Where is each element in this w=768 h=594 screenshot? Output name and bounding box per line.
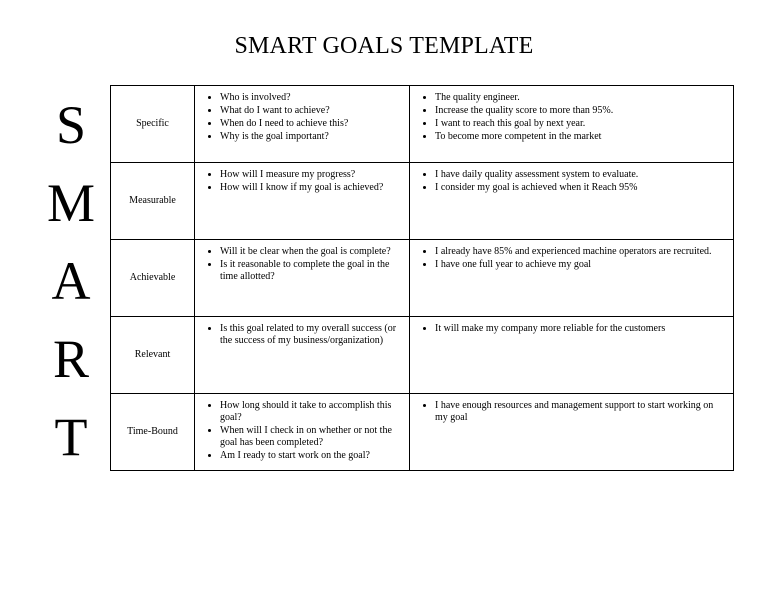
smart-goals-table — [110, 85, 734, 471]
answer-list — [410, 322, 727, 335]
table-row — [111, 240, 734, 317]
table-row — [111, 394, 734, 471]
letter-m: M — [46, 173, 95, 233]
question-item: • How will I know if my goal is achieved? — [220, 181, 403, 194]
question-list — [195, 91, 403, 143]
answer-list — [410, 245, 727, 271]
letter-s: S — [55, 95, 87, 155]
question-item: • When will I check in on whether or not the goal has been completed? — [220, 424, 403, 449]
questions-cell — [195, 240, 410, 317]
question-item: • Will it be clear when the goal is complete? — [220, 245, 403, 258]
answer-item: • Increase the quality score to more than 95%. — [435, 104, 727, 117]
answer-item: • I consider my goal is achieved when it Reach 95% — [435, 181, 727, 194]
answers-cell — [410, 394, 734, 471]
questions-cell — [195, 163, 410, 240]
question-item: • Who is involved? — [220, 91, 403, 104]
category-cell: Time-Bound — [111, 394, 195, 471]
answer-item: • The quality engineer. — [435, 91, 727, 104]
answer-item: • It will make my company more reliable for the customers — [435, 322, 727, 335]
question-list — [195, 168, 403, 194]
answers-cell — [410, 86, 734, 163]
page-title: SMART GOALS TEMPLATE — [234, 33, 534, 59]
table-row — [111, 86, 734, 163]
questions-cell — [195, 394, 410, 471]
smart-letters-column — [40, 86, 102, 476]
question-list — [195, 399, 403, 462]
question-item: • Am I ready to start work on the goal? — [220, 449, 403, 462]
table-row — [111, 317, 734, 394]
question-item: • How long should it take to accomplish this goal? — [220, 399, 403, 424]
letter-r: R — [52, 329, 90, 389]
letter-a: A — [51, 251, 91, 311]
category-cell: Relevant — [111, 317, 195, 394]
question-item: • What do I want to achieve? — [220, 104, 403, 117]
question-list — [195, 245, 403, 283]
answers-cell — [410, 240, 734, 317]
answer-item: • I want to reach this goal by next year. — [435, 117, 727, 130]
category-cell: Achievable — [111, 240, 195, 317]
answer-list — [410, 168, 727, 194]
question-item: • When do I need to achieve this? — [220, 117, 403, 130]
category-cell: Measurable — [111, 163, 195, 240]
answer-item: • I have enough resources and management support to start working on my goal — [435, 399, 727, 424]
answer-item: • I have daily quality assessment system to evaluate. — [435, 168, 727, 181]
answer-item: • To become more competent in the market — [435, 130, 727, 143]
questions-cell — [195, 86, 410, 163]
question-item: • Is it reasonable to complete the goal in the time allotted? — [220, 258, 403, 283]
answer-list — [410, 399, 727, 424]
letter-t: T — [54, 407, 88, 467]
category-cell: Specific — [111, 86, 195, 163]
answers-cell — [410, 163, 734, 240]
answer-item: • I have one full year to achieve my goal — [435, 258, 727, 271]
question-item: • Is this goal related to my overall success (or the success of my business/organization) — [220, 322, 403, 347]
answer-item: • I already have 85% and experienced machine operators are recruited. — [435, 245, 727, 258]
question-item: • Why is the goal important? — [220, 130, 403, 143]
question-list — [195, 322, 403, 347]
answers-cell — [410, 317, 734, 394]
answer-list — [410, 91, 727, 143]
table-row — [111, 163, 734, 240]
question-item: • How will I measure my progress? — [220, 168, 403, 181]
questions-cell — [195, 317, 410, 394]
